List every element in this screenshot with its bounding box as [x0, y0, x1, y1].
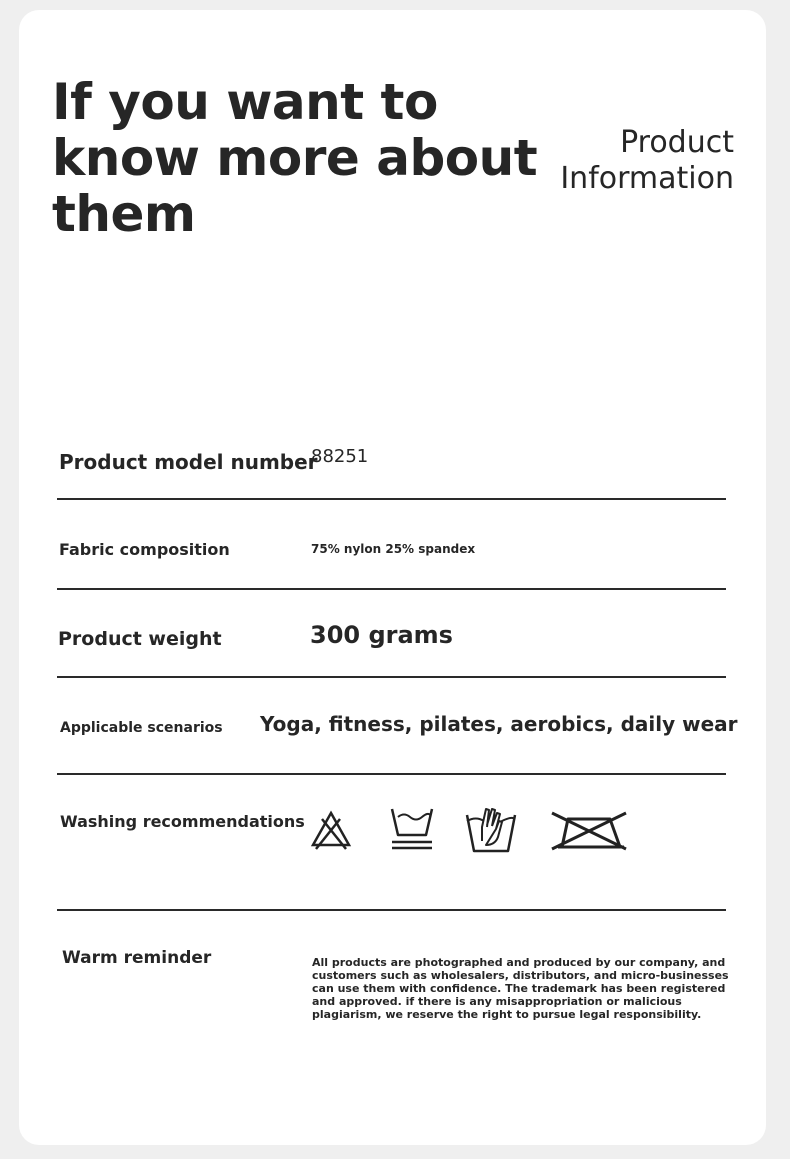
- row-divider: [57, 909, 726, 911]
- product-weight-label: Product weight: [58, 628, 222, 650]
- row-divider: [57, 676, 726, 678]
- fabric-composition-label: Fabric composition: [59, 540, 230, 559]
- model-number-value: 88251: [311, 446, 369, 467]
- model-number-label: Product model number: [59, 450, 318, 474]
- fabric-composition-value: 75% nylon 25% spandex: [311, 542, 476, 556]
- warm-reminder-label: Warm reminder: [62, 948, 212, 968]
- page-subhead: Product Information: [560, 125, 734, 196]
- product-weight-value: 300 grams: [310, 621, 453, 649]
- do-not-iron-icon: [548, 805, 630, 857]
- row-divider: [57, 773, 726, 775]
- applicable-scenarios-value: Yoga, fitness, pilates, aerobics, daily wear: [260, 712, 738, 736]
- do-not-bleach-icon: [308, 805, 354, 857]
- machine-wash-gentle-icon: [388, 805, 436, 857]
- applicable-scenarios-label: Applicable scenarios: [60, 720, 223, 736]
- page-headline: If you want to know more about them: [52, 73, 538, 243]
- warm-reminder-text: All products are photographed and produced by our company, and customers such as wholesalers, distributors, and micro-businesses can use them with confidence. The trademark has been registered and approved. if there is any misappropriation or malicious plagiarism, we reserve the right to pursue legal responsibility.: [312, 956, 729, 1021]
- row-divider: [57, 498, 726, 500]
- washing-recommendations-label: Washing recommendations: [60, 812, 305, 831]
- row-divider: [57, 588, 726, 590]
- hand-wash-icon: [462, 805, 520, 857]
